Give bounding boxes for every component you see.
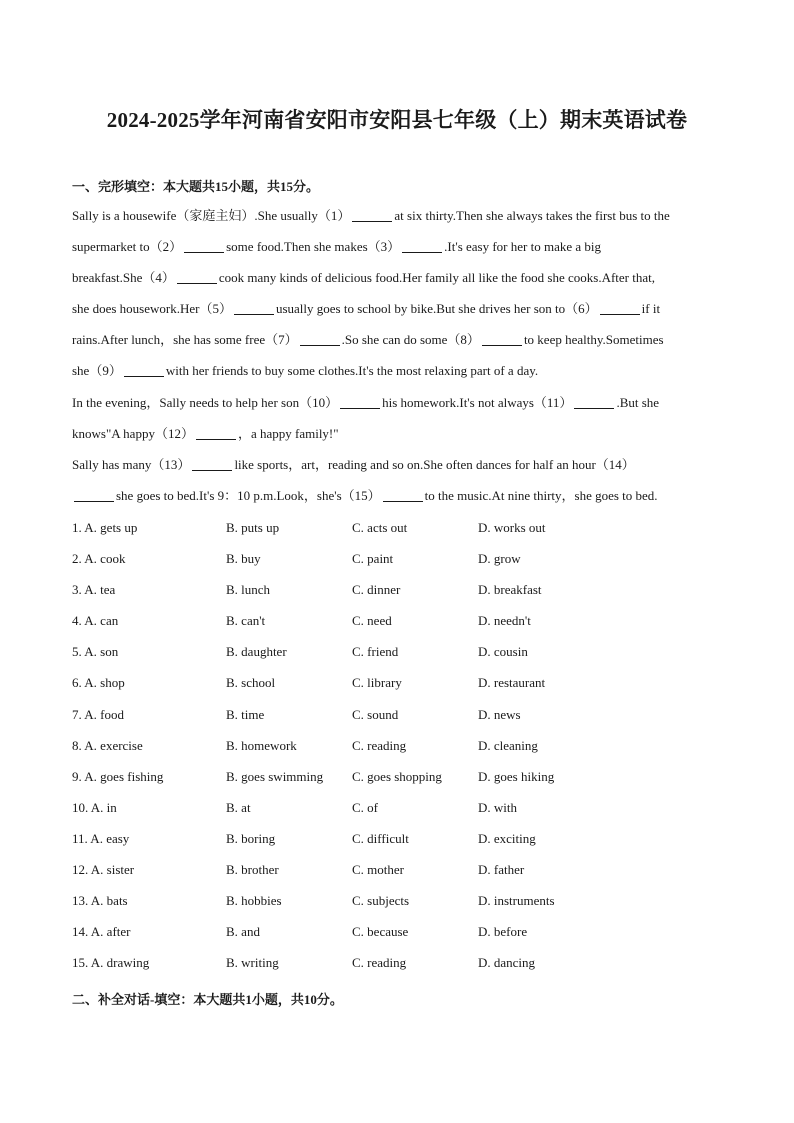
option-c: C. subjects — [352, 893, 410, 909]
option-d: D. works out — [478, 520, 546, 535]
passage-line — [72, 357, 724, 388]
option-a: 12. A. sister — [72, 862, 135, 878]
section-heading-dialogue: 二、补全对话-填空：本大题共1小题，共10分。 — [72, 992, 343, 1007]
passage-line — [72, 451, 724, 482]
option-c: C. because — [352, 924, 409, 940]
option-b: B. time — [226, 706, 265, 722]
answer-blank — [340, 394, 380, 409]
option-c: C. paint — [352, 551, 394, 567]
question-options-row — [72, 763, 724, 794]
option-c: C. mother — [352, 862, 404, 878]
question-options-row — [72, 732, 724, 763]
option-c: C. sound — [352, 706, 399, 722]
answer-blank — [196, 425, 236, 440]
option-d: D. with — [478, 799, 517, 815]
option-c: C. acts out — [352, 520, 408, 535]
passage-text: ，a happy family!" — [237, 425, 339, 441]
question-options-row — [72, 949, 724, 980]
passage-text: knows"A happy（12） — [72, 425, 194, 441]
option-b: B. boring — [226, 830, 276, 846]
question-options-row — [72, 545, 724, 576]
option-b: B. goes swimming — [226, 768, 324, 784]
option-d: D. dancing — [478, 955, 536, 971]
option-a: 6. A. shop — [72, 675, 125, 691]
option-a: 5. A. son — [72, 644, 119, 660]
question-options-row — [72, 887, 724, 918]
option-a: 4. A. can — [72, 613, 119, 629]
passage-text: if it — [641, 301, 661, 317]
option-b: B. at — [226, 799, 251, 815]
option-c: C. need — [352, 613, 392, 629]
option-a: 15. A. drawing — [72, 955, 150, 971]
passage-text: his homework.It's not always（11） — [382, 394, 573, 410]
question-options-row — [72, 794, 724, 825]
passage-text: usually goes to school by bike.But she drives her son to（6） — [275, 301, 598, 317]
passage-line — [72, 482, 724, 513]
answer-blank — [177, 269, 217, 284]
option-c: C. of — [352, 799, 378, 815]
option-c: C. library — [352, 675, 402, 691]
option-b: B. school — [226, 675, 276, 691]
question-options-row — [72, 669, 724, 700]
option-d: D. father — [478, 862, 525, 878]
option-d: D. cousin — [478, 644, 528, 660]
answer-blank — [300, 331, 340, 346]
page-title: 2024-2025学年河南省安阳市安阳县七年级（上）期末英语试卷 — [106, 108, 688, 132]
option-d: D. needn't — [478, 613, 531, 629]
option-d: D. instruments — [478, 893, 555, 909]
answer-blank — [192, 456, 232, 471]
option-d: D. breakfast — [478, 582, 542, 598]
question-options-row — [72, 856, 724, 887]
passage-line — [72, 202, 724, 233]
passage-text: she（9） — [72, 363, 122, 379]
passage-line — [72, 295, 724, 326]
option-b: B. buy — [226, 551, 261, 567]
option-b: B. and — [226, 924, 260, 940]
answer-blank — [383, 487, 423, 502]
question-options-row — [72, 701, 724, 732]
option-b: B. daughter — [226, 644, 287, 660]
option-a: 2. A. cook — [72, 551, 126, 567]
option-d: D. restaurant — [478, 675, 546, 691]
passage-text: to the music.At nine thirty，she goes to bed. — [424, 487, 658, 503]
passage-text: she does housework.Her（5） — [72, 301, 232, 317]
passage-text: breakfast.She（4） — [72, 270, 175, 286]
option-a: 14. A. after — [72, 924, 131, 940]
passage-text: rains.After lunch，she has some free（7） — [72, 332, 298, 348]
passage-line — [72, 233, 724, 264]
passage-text: In the evening，Sally needs to help her son（10） — [72, 394, 339, 410]
option-c: C. friend — [352, 644, 399, 660]
option-c: C. goes shopping — [352, 768, 442, 784]
option-a: 8. A. exercise — [72, 737, 143, 753]
option-a: 3. A. tea — [72, 582, 116, 598]
option-d: D. before — [478, 924, 528, 940]
question-options-row — [72, 607, 724, 638]
answer-blank — [600, 300, 640, 315]
option-d: D. goes hiking — [478, 768, 555, 784]
section-heading-cloze: 一、完形填空：本大题共15小题，共15分。 — [72, 179, 320, 194]
passage-text: some food.Then she makes（3） — [226, 239, 401, 255]
question-options-row — [72, 825, 724, 856]
answer-blank — [184, 238, 224, 253]
passage-text: cook many kinds of delicious food.Her family all like the food she cooks.After that, — [218, 270, 656, 286]
option-a: 11. A. easy — [72, 830, 130, 846]
option-b: B. lunch — [226, 582, 271, 598]
question-options-row — [72, 638, 724, 669]
question-options-row — [72, 918, 724, 949]
passage-text: with her friends to buy some clothes.It's the most relaxing part of a day. — [165, 363, 539, 379]
option-b: B. hobbies — [226, 893, 282, 909]
passage-line — [72, 326, 724, 357]
option-b: B. puts up — [226, 520, 280, 535]
question-options-row — [72, 576, 724, 607]
option-b: B. brother — [226, 862, 279, 878]
answer-blank — [234, 300, 274, 315]
passage-text: Sally is a housewife（家庭主妇）.She usually（1） — [72, 208, 351, 223]
option-a: 7. A. food — [72, 706, 124, 722]
passage-line — [72, 264, 724, 295]
option-c: C. difficult — [352, 830, 409, 846]
answer-blank — [402, 238, 442, 253]
answer-blank — [352, 207, 392, 222]
option-d: D. exciting — [478, 830, 536, 846]
option-a: 1. A. gets up — [72, 520, 138, 535]
option-d: D. cleaning — [478, 737, 538, 753]
option-a: 10. A. in — [72, 799, 117, 815]
option-b: B. writing — [226, 955, 279, 971]
option-d: D. news — [478, 706, 521, 722]
option-c: C. reading — [352, 955, 407, 971]
option-b: B. homework — [226, 737, 297, 753]
passage-line — [72, 420, 724, 451]
passage-text: to keep healthy.Sometimes — [523, 332, 664, 348]
question-options-row — [72, 514, 724, 545]
option-a: 9. A. goes fishing — [72, 768, 164, 784]
answer-blank — [124, 362, 164, 377]
passage-text: like sports，art，reading and so on.She often dances for half an hour（14） — [234, 456, 635, 472]
answer-blank — [482, 331, 522, 346]
option-c: C. reading — [352, 737, 407, 753]
passage-text: .It's easy for her to make a big — [444, 239, 602, 255]
passage-text: Sally has many（13） — [72, 456, 191, 472]
cloze-passage — [72, 202, 724, 513]
passage-text: supermarket to（2） — [72, 239, 183, 255]
passage-text: .So she can do some（8） — [341, 332, 480, 348]
passage-text: she goes to bed.It's 9：10 p.m.Look，she's（15） — [116, 487, 381, 503]
option-a: 13. A. bats — [72, 893, 128, 909]
answer-blank — [574, 394, 614, 409]
option-d: D. grow — [478, 551, 521, 567]
option-c: C. dinner — [352, 582, 401, 598]
passage-line — [72, 389, 724, 420]
options-list — [72, 514, 724, 980]
answer-blank — [74, 487, 114, 502]
passage-text: .But she — [616, 394, 660, 410]
passage-text: at six thirty.Then she always takes the first bus to the — [394, 208, 670, 223]
option-b: B. can't — [226, 613, 266, 629]
